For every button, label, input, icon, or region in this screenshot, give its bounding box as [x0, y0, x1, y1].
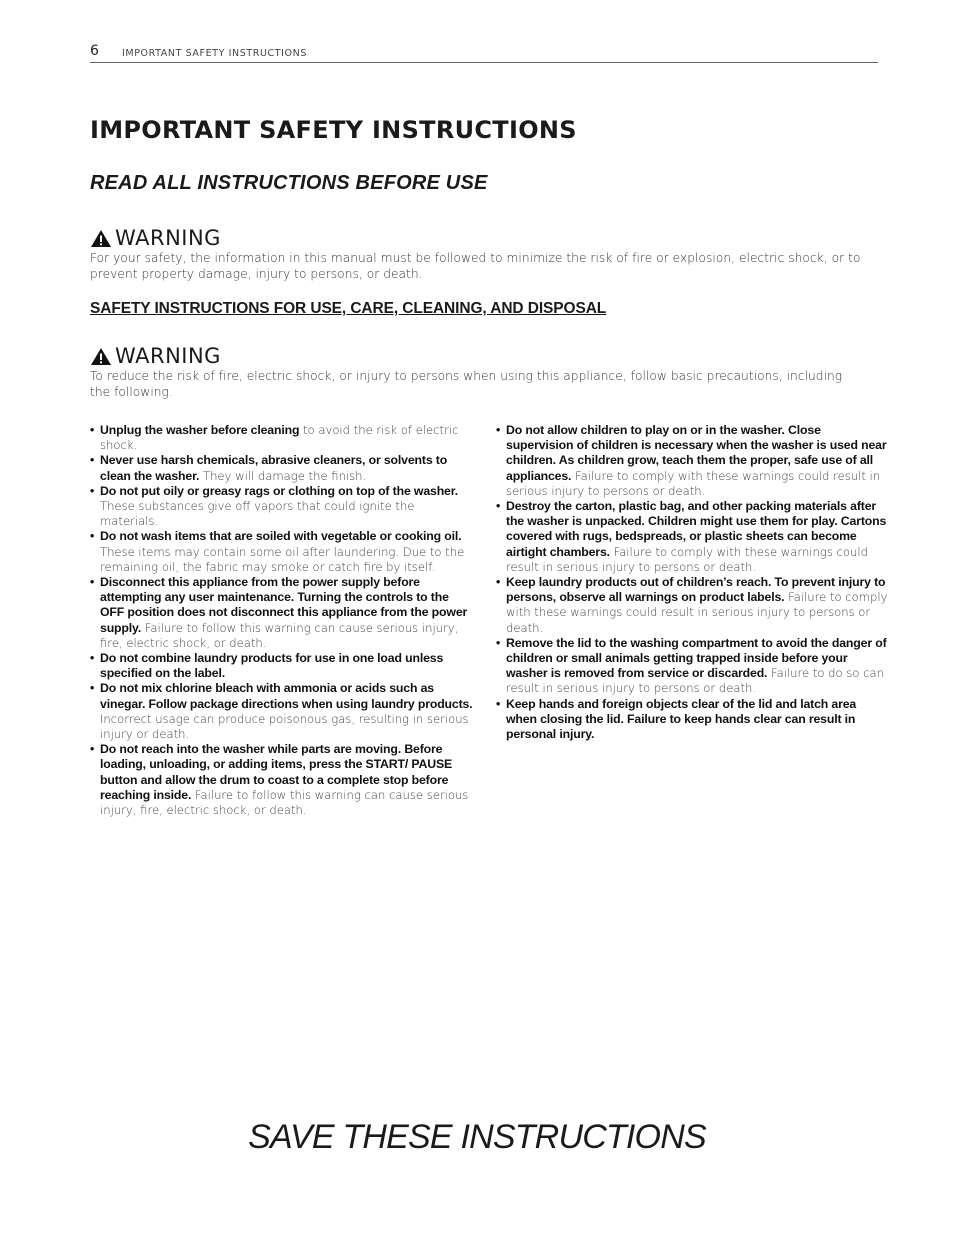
list-item: • Do not put oily or greasy rags or clothing on top of the washer. These substances give off vapors that could ignite the materials. — [90, 484, 475, 530]
instructions-left-column — [90, 423, 475, 818]
warning-heading-1 — [90, 226, 221, 250]
running-header — [90, 43, 878, 63]
list-item: • Do not wash items that are soiled with vegetable or cooking oil. These items may contain some oil after laundering. Due to the remaining oil, the fabric may smoke or catch fire by itself. — [90, 529, 475, 575]
warning-label-1: WARNING — [115, 226, 221, 250]
list-item: • Unplug the washer before cleaning to avoid the risk of electric shock. — [90, 423, 475, 453]
warning-text-1: For your safety, the information in this manual must be followed to minimize the risk of fire or explosion, electric shock, or to prevent property damage, injury to persons, or death. — [90, 251, 861, 281]
warning-triangle-icon — [90, 347, 112, 366]
list-item: • Never use harsh chemicals, abrasive cleaners, or solvents to clean the washer. They will damage the finish. — [90, 453, 475, 483]
list-item: • Keep laundry products out of children’s reach. To prevent injury to persons, observe all warnings on product labels. Failure to comply with these warnings could result in serious injury to persons or death. — [496, 575, 888, 636]
list-item: • Destroy the carton, plastic bag, and other packing materials after the washer is unpacked. Children might use them for play. Cartons covered with rugs, bedspreads, or plastic sheets can become airtight chambers. Failure to comply with these warnings could result in serious injury to persons or death. — [496, 499, 888, 575]
list-item: • Disconnect this appliance from the power supply before attempting any user maintenance. Turning the controls to the OFF position does not disconnect this appliance from the power supply. Failure to follow this warning can cause serious injury, fire, electric shock, or death. — [90, 575, 475, 651]
list-item: • Remove the lid to the washing compartment to avoid the danger of children or small animals getting trapped inside before your washer is removed from service or discarded. Failure to do so can result in serious injury to persons or death. — [496, 636, 888, 697]
list-item: • Do not reach into the washer while parts are moving. Before loading, unloading, or adding items, press the START/ PAUSE button and allow the drum to coast to a complete stop before reaching inside. Failure to follow this warning can cause serious injury, fire, electric shock, or death. — [90, 742, 475, 818]
warning-text-2: To reduce the risk of fire, electric shock, or injury to persons when using this appliance, follow basic precautions, including the following. — [90, 369, 843, 399]
save-instructions-footer: SAVE THESE INSTRUCTIONS — [248, 1118, 706, 1156]
warning-heading-2 — [90, 344, 221, 368]
list-item: • Keep hands and foreign objects clear of the lid and latch area when closing the lid. Failure to keep hands clear can result in personal injury. — [496, 697, 888, 743]
list-item: • Do not combine laundry products for use in one load unless specified on the label. — [90, 651, 475, 681]
page-subtitle: READ ALL INSTRUCTIONS BEFORE USE — [90, 172, 488, 194]
warning-label-2: WARNING — [115, 344, 221, 368]
running-title: IMPORTANT SAFETY INSTRUCTIONS — [122, 48, 307, 59]
list-item: • Do not mix chlorine bleach with ammonia or acids such as vinegar. Follow package directions when using laundry products. Incorrect usage can produce poisonous gas, resulting in serious injury or death. — [90, 681, 475, 742]
warning-triangle-icon — [90, 229, 112, 248]
page-title: IMPORTANT SAFETY INSTRUCTIONS — [90, 116, 577, 144]
list-item: • Do not allow children to play on or in the washer. Close supervision of children is necessary when the washer is used near children. As children grow, teach them the proper, safe use of all appliances. Failure to comply with these warnings could result in serious injury to persons or death. — [496, 423, 888, 499]
section-heading: SAFETY INSTRUCTIONS FOR USE, CARE, CLEANING, AND DISPOSAL — [90, 300, 607, 317]
page-number: 6 — [90, 43, 99, 59]
instructions-right-column — [496, 423, 888, 742]
